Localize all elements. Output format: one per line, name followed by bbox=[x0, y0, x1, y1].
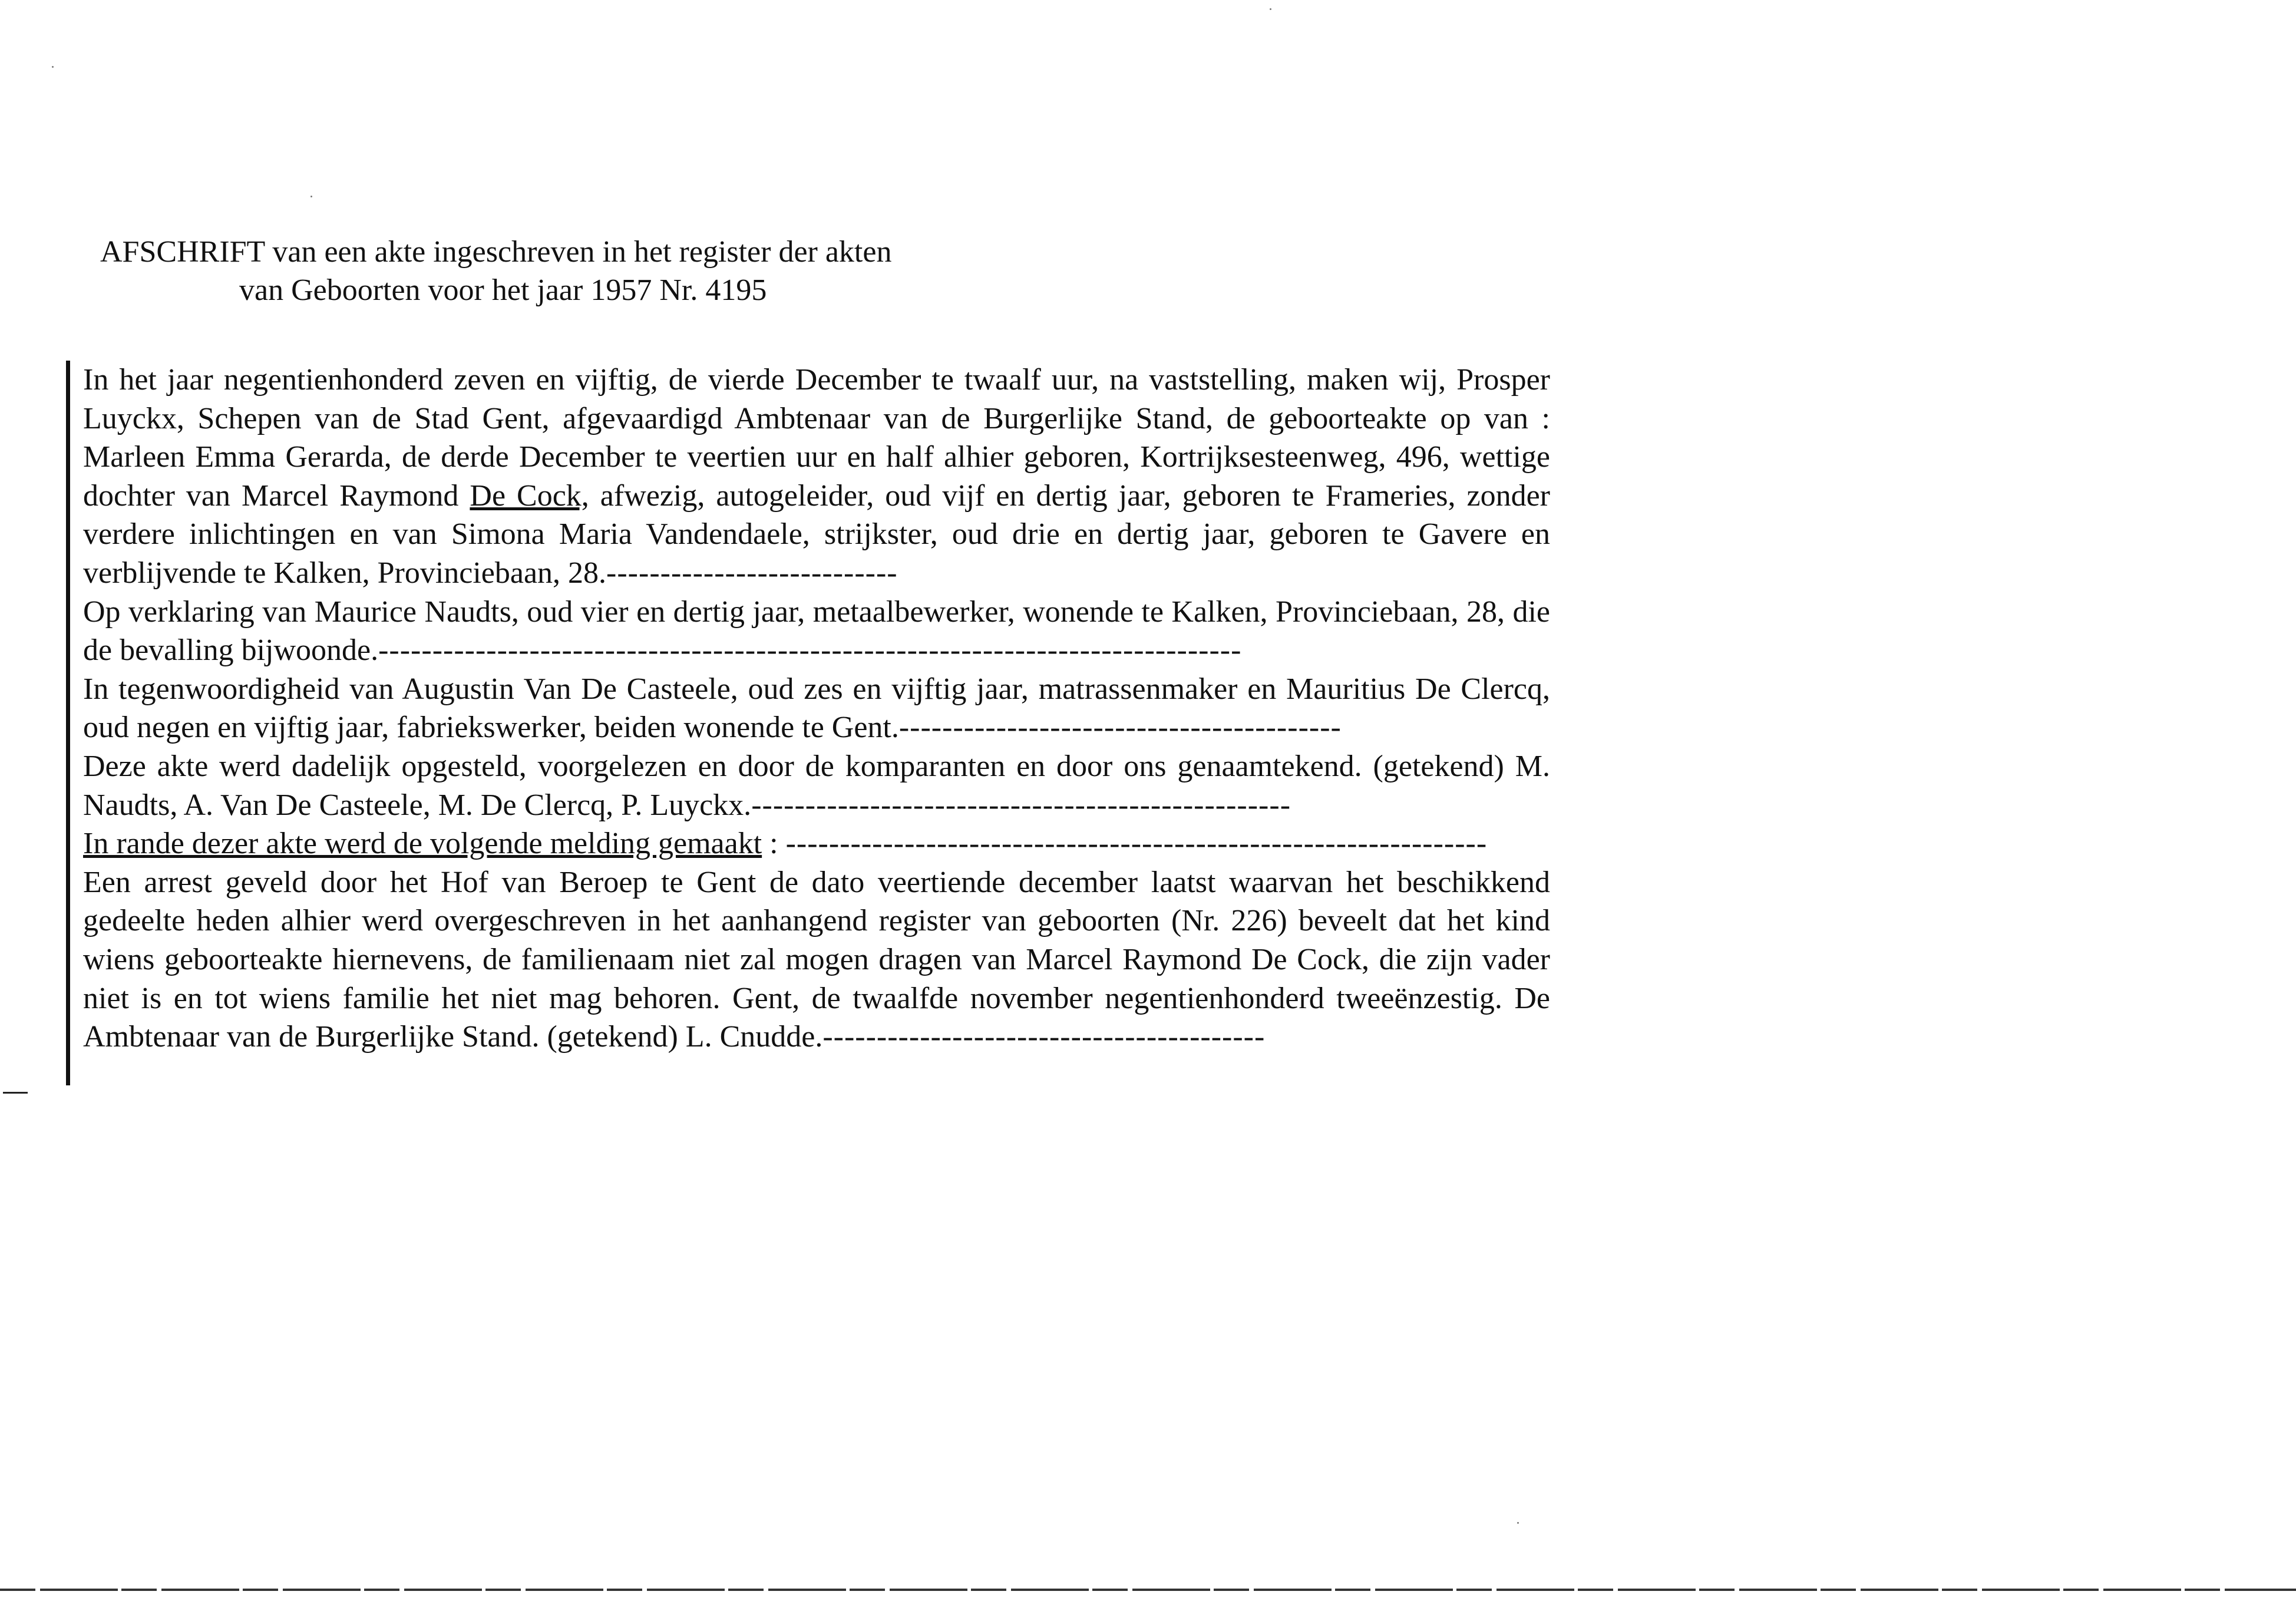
filler-dashes: -------------------------------------------------------------------------------- bbox=[378, 633, 1242, 668]
witnesses-text: In tegenwoordigheid van Augustin Van De Casteele, oud zes en vijftig jaar, matrassenmaker en Mauritius De Clercq, oud negen en vijftig jaar, fabriekswerker, beiden wonende te Gent. bbox=[83, 672, 1550, 745]
birth-declaration-paragraph bbox=[83, 361, 1550, 593]
signatures-text: Deze akte werd dadelijk opgesteld, voorgelezen en door de komparanten en door ons genaamtekend. (getekend) M. Naudts, A. Van De Casteele, M. De Clercq, P. Luyckx. bbox=[83, 749, 1550, 822]
document-header bbox=[100, 233, 1043, 309]
declarant-text: Op verklaring van Maurice Naudts, oud vier en dertig jaar, metaalbewerker, wonende te Kalken, Provinciebaan, 28, die de bevalling bijwoonde. bbox=[83, 595, 1550, 668]
filler-dashes: ----------------------------------------------------------------- bbox=[785, 827, 1488, 861]
filler-dashes: --------------------------- bbox=[606, 556, 898, 590]
court-ruling-paragraph bbox=[83, 863, 1550, 1056]
filler-dashes: -------------------------------------------------- bbox=[751, 788, 1291, 822]
header-title-line: AFSCHRIFT van een akte ingeschreven in het register der akten bbox=[100, 235, 892, 269]
scan-speck bbox=[310, 196, 312, 197]
filler-dashes: ----------------------------------------- bbox=[898, 711, 1342, 745]
signatures-paragraph bbox=[83, 747, 1550, 824]
act-text-block bbox=[66, 361, 1555, 1085]
scan-speck bbox=[1270, 8, 1271, 10]
scan-speck bbox=[52, 66, 54, 68]
margin-note-heading bbox=[83, 824, 1550, 863]
father-surname: De Cock, bbox=[470, 478, 589, 513]
filler-dashes: ----------------------------------------- bbox=[822, 1020, 1266, 1054]
header-register-line: van Geboorten voor het jaar 1957 Nr. 4195 bbox=[239, 273, 767, 307]
bottom-scan-edge bbox=[0, 1589, 2296, 1591]
margin-note-colon: : bbox=[762, 827, 786, 861]
birth-declaration-text-a: In het jaar negentienhonderd zeven en vijftig, de vierde December te twaalf uur, na vaststelling, maken wij, Prosper Luyckx, Schepen van de Stad Gent, afgevaardigd Ambtenaar van de Burgerlijke Stand, de geboorteakte op van : Marleen Emma Gerarda, de derde December te veertien uur en half alhier geboren, Kortrijksesteenweg, 496, wettige dochter van Marcel Raymond bbox=[83, 363, 1550, 513]
act-body bbox=[83, 361, 1550, 1056]
margin-note-heading-text: In rande dezer akte werd de volgende melding gemaakt bbox=[83, 827, 762, 861]
scan-speck bbox=[1517, 1522, 1519, 1524]
court-ruling-text: Een arrest geveld door het Hof van Beroep te Gent de dato veertiende december laatst waarvan het beschikkend gedeelte heden alhier werd overgeschreven in het aanhangend register van geboorten (Nr. 226) beveelt dat het kind wiens geboorteakte hiernevens, de familienaam niet zal mogen dragen van Marcel Raymond De Cock, die zijn vader niet is en tot wiens familie het niet mag behoren. Gent, de twaalfde november negentienhonderd tweeënzestig. De Ambtenaar van de Burgerlijke Stand. (getekend) L. Cnudde. bbox=[83, 865, 1550, 1054]
declarant-paragraph bbox=[83, 593, 1550, 670]
witnesses-paragraph bbox=[83, 670, 1550, 747]
margin-tick-mark bbox=[3, 1092, 28, 1094]
birth-declaration-text-b: afwezig, autogeleider, oud vijf en dertig jaar, geboren te Frameries, zonder verdere inlichtingen en van Simona Maria Vandendaele, strijkster, oud drie en dertig jaar, geboren te Gavere en verblijvende te Kalken, Provinciebaan, 28. bbox=[83, 478, 1550, 590]
